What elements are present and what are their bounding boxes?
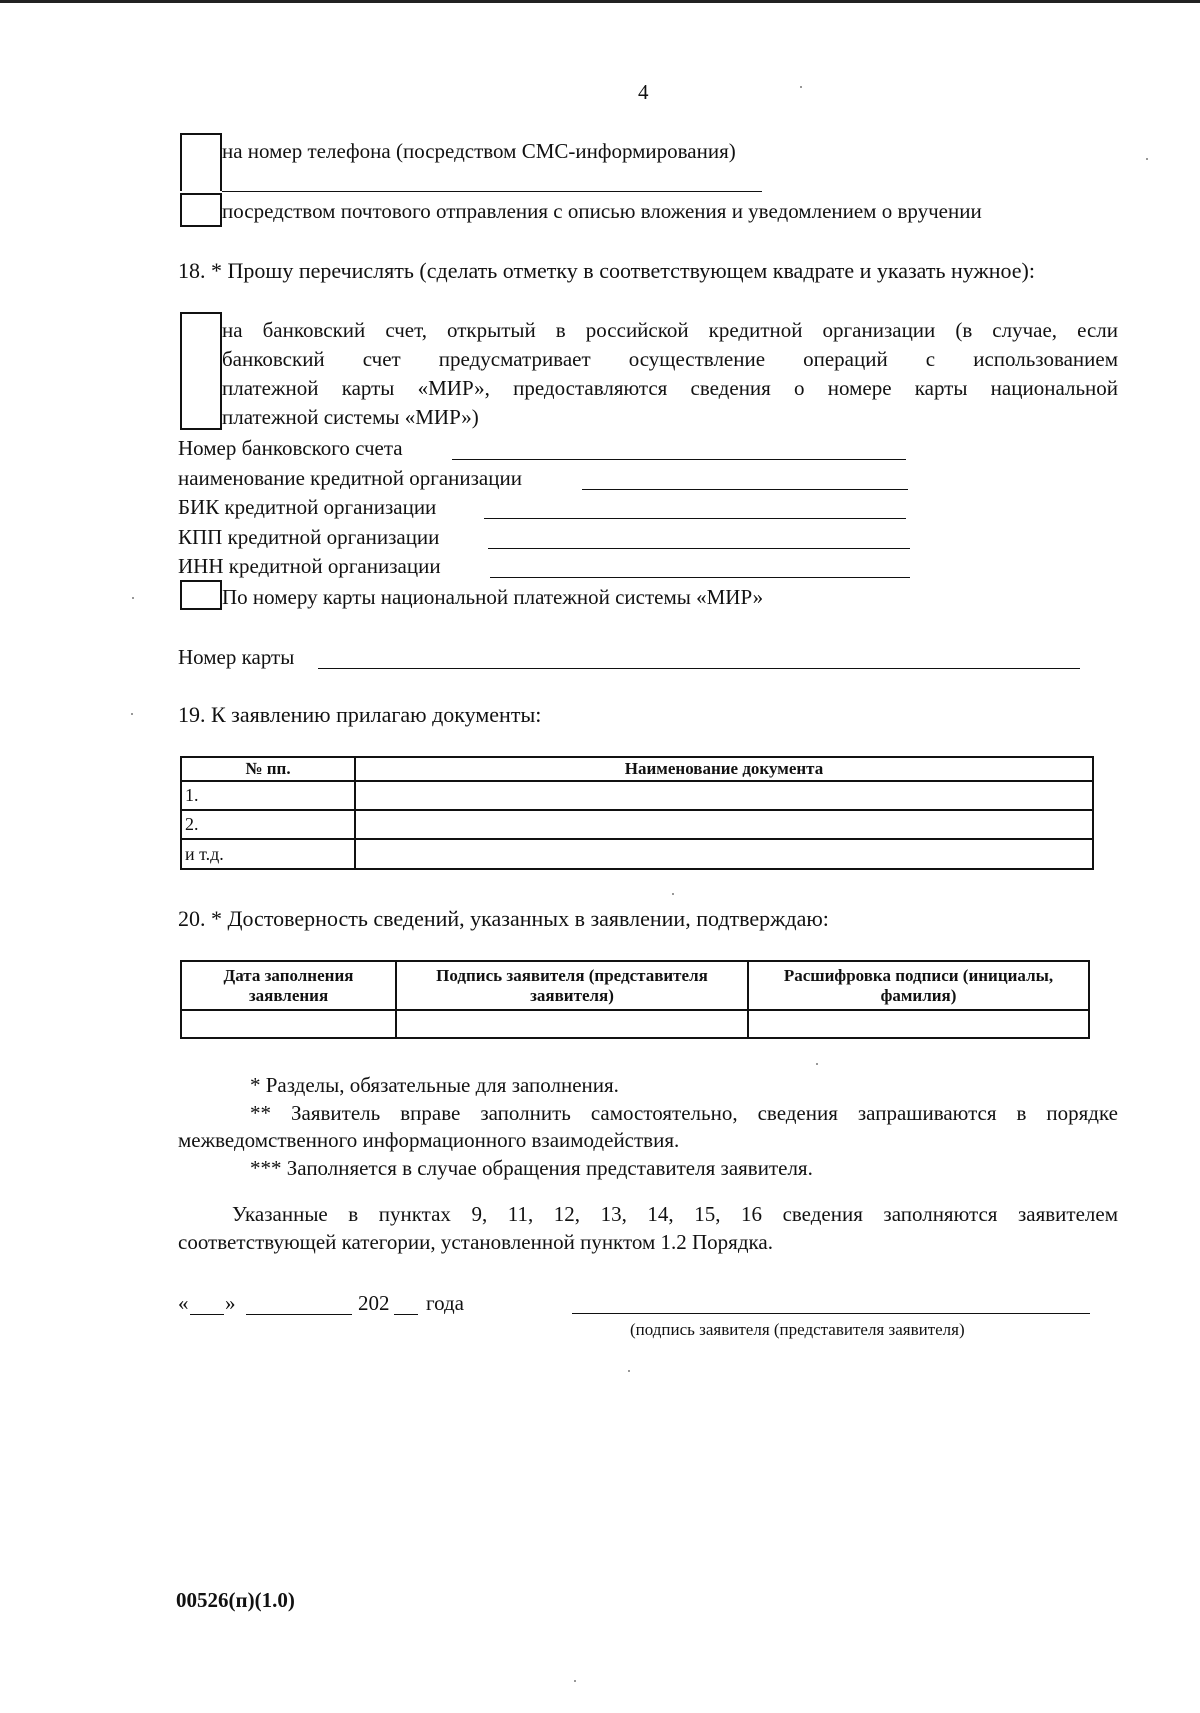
footnote-required: * Разделы, обязательные для заполнения. (250, 1073, 619, 1097)
date-day-field[interactable] (190, 1314, 224, 1315)
date-year-field[interactable] (394, 1314, 418, 1315)
bank-option-line-4: платежной системы «МИР») (222, 405, 479, 429)
checkbox-phone[interactable] (180, 133, 222, 191)
date-year-prefix: 202 (358, 1291, 390, 1315)
footnote-interagency-line2: межведомственного информационного взаимодействия. (178, 1128, 680, 1152)
scan-speck (131, 713, 133, 715)
bank-inn-field[interactable] (490, 577, 910, 578)
scan-speck (800, 86, 802, 88)
confirmation-table-header (181, 961, 1089, 1010)
signature-line[interactable] (572, 1313, 1090, 1314)
form-code: 00526(п)(1.0) (176, 1588, 295, 1612)
date-open-quote: « (178, 1291, 189, 1315)
date-year-word: года (426, 1291, 464, 1315)
scan-speck (672, 893, 674, 895)
date-month-field[interactable] (246, 1314, 352, 1315)
scan-speck (1146, 158, 1148, 160)
confirmation-table (180, 960, 1090, 1039)
documents-table-header (181, 757, 1093, 781)
checkbox-bank-account[interactable] (180, 312, 222, 430)
row-number-cell: 1. (181, 781, 355, 810)
footnote-representative: *** Заполняется в случае обращения представителя заявителя. (250, 1156, 813, 1180)
date-close-quote: » (225, 1291, 236, 1315)
section19-heading: 19. К заявлению прилагаю документы: (178, 702, 542, 727)
bank-name-label: наименование кредитной организации (178, 466, 522, 490)
document-name-cell[interactable] (355, 810, 1093, 839)
scan-speck (574, 1680, 576, 1682)
fill-date-cell[interactable] (181, 1010, 396, 1038)
footnote-interagency-line1: ** Заявитель вправе заполнить самостоятельно, сведения запрашиваются в порядке (250, 1101, 1118, 1125)
page-number: 4 (638, 80, 649, 104)
signature-cell[interactable] (396, 1010, 748, 1038)
col-date-header: Дата заполнения заявления (181, 961, 396, 1010)
col-signature-header: Подпись заявителя (представителя заявителя) (396, 961, 748, 1010)
table-row (181, 1010, 1089, 1038)
col-document-name-header: Наименование документа (355, 757, 1093, 781)
card-number-label: Номер карты (178, 645, 295, 669)
col-number-header: № пп. (181, 757, 355, 781)
scan-top-edge (0, 0, 1200, 3)
mir-card-option-label: По номеру карты национальной платежной системы «МИР» (222, 585, 764, 609)
scan-speck (132, 597, 134, 599)
bank-bik-label: БИК кредитной организации (178, 495, 437, 519)
note-line2: соответствующей категории, установленной пунктом 1.2 Порядка. (178, 1230, 773, 1254)
bank-bik-field[interactable] (484, 518, 906, 519)
table-row (181, 781, 1093, 810)
row-number-cell: и т.д. (181, 839, 355, 869)
table-row (181, 839, 1093, 869)
bank-option-line-2: банковский счет предусматривает осуществление операций с использованием (222, 347, 1118, 371)
bank-account-number-field[interactable] (452, 459, 906, 460)
section18-heading: 18. * Прошу перечислять (сделать отметку в соответствующем квадрате и указать нужное): (178, 258, 1035, 283)
section20-heading: 20. * Достоверность сведений, указанных в заявлении, подтверждаю: (178, 906, 829, 931)
table-row (181, 810, 1093, 839)
card-number-field[interactable] (318, 668, 1080, 669)
col-signature-decoding-header: Расшифровка подписи (инициалы, фамилия) (748, 961, 1089, 1010)
bank-kpp-label: КПП кредитной организации (178, 525, 440, 549)
signature-decoding-cell[interactable] (748, 1010, 1089, 1038)
bank-name-field[interactable] (582, 489, 908, 490)
row-number-cell: 2. (181, 810, 355, 839)
option-phone-label: на номер телефона (посредством СМС-информирования) (222, 139, 736, 163)
bank-option-line-3: платежной карты «МИР», предоставляются сведения о номере карты национальной (222, 376, 1118, 400)
document-name-cell[interactable] (355, 839, 1093, 869)
option-post-label: посредством почтового отправления с описью вложения и уведомлением о вручении (222, 199, 982, 223)
document-name-cell[interactable] (355, 781, 1093, 810)
documents-table (180, 756, 1094, 870)
checkbox-mir-card[interactable] (180, 580, 222, 610)
checkbox-post[interactable] (180, 193, 222, 227)
phone-number-line[interactable] (222, 191, 762, 192)
bank-option-line-1: на банковский счет, открытый в российской кредитной организации (в случае, если (222, 318, 1118, 342)
signature-caption: (подпись заявителя (представителя заявителя) (630, 1320, 965, 1339)
bank-account-number-label: Номер банковского счета (178, 436, 403, 460)
scan-speck (628, 1370, 630, 1372)
bank-kpp-field[interactable] (488, 548, 910, 549)
note-line1: Указанные в пунктах 9, 11, 12, 13, 14, 15, 16 сведения заполняются заявителем (232, 1202, 1118, 1226)
bank-inn-label: ИНН кредитной организации (178, 554, 441, 578)
scan-speck (816, 1063, 818, 1065)
